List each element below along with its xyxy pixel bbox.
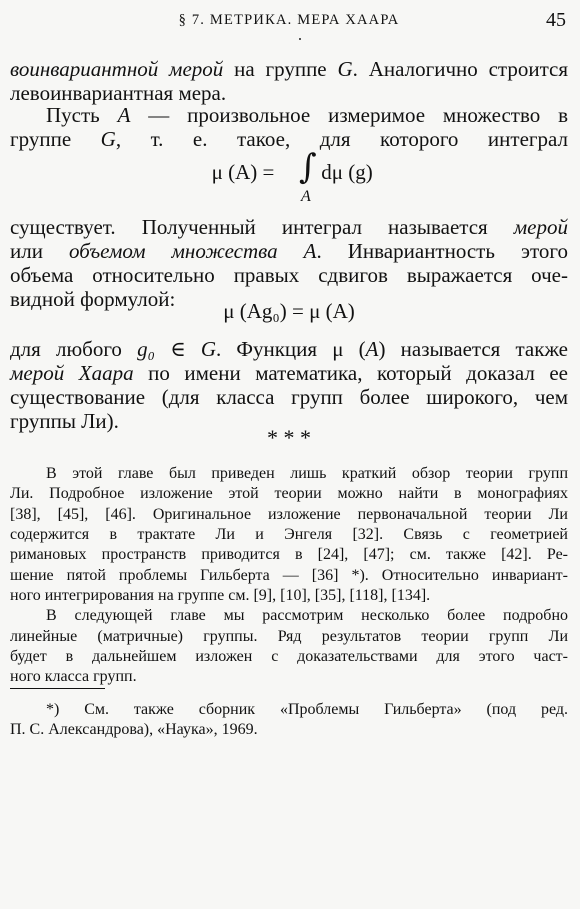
footnote-rule: [10, 688, 105, 689]
book-page: [10, 0, 568, 909]
formula-lhs: μ (A) =: [211, 160, 275, 184]
text-line: [10, 103, 568, 127]
note-line: римановых пространств приводится в [24], [47]; см. также [42]. Ре-: [10, 546, 568, 563]
text: . Аналогично строится: [352, 57, 568, 81]
math-var: A: [277, 239, 317, 263]
text-line: [10, 239, 568, 263]
italic-term: объемом множества: [69, 239, 278, 263]
text: или: [10, 239, 70, 263]
italic-term: воинвариантной мерой: [10, 57, 224, 81]
print-dot: [299, 38, 301, 40]
text: на группе: [223, 57, 338, 81]
page-header: [10, 9, 568, 33]
note-line: будет в дальнейшем изложен с доказательствами для этого част-: [10, 648, 568, 665]
text-line: [10, 127, 568, 151]
text-line: [10, 57, 568, 81]
note-line: В этой главе был приведен лишь краткий обзор теории групп: [46, 465, 568, 482]
text: — произвольное измеримое множество в: [130, 103, 568, 127]
footnote-line: П. С. Александрова), «Наука», 1969.: [10, 721, 258, 738]
text-line: [10, 361, 568, 385]
note-line: шение пятой проблемы Гильберта — [36] *). Относительно инвариант-: [10, 567, 568, 584]
running-head: § 7. МЕТРИКА. МЕРА ХААРА: [178, 12, 400, 28]
math-var: G: [337, 57, 353, 81]
text-line: группы Ли).: [10, 409, 119, 433]
text-line: видной формулой:: [10, 287, 176, 311]
formula-rhs: dμ (g): [321, 160, 373, 184]
text: . Функция μ (: [215, 337, 366, 361]
note-line: [38], [45], [46]. Оригинальное изложение первоначальной теории Ли: [10, 506, 568, 523]
integral-subscript: A: [301, 188, 311, 205]
italic-term: мерой: [513, 215, 568, 239]
text: ) называется также: [378, 337, 568, 361]
text: для любого: [10, 337, 138, 361]
note-line: ного класса групп.: [10, 668, 137, 685]
note-line: содержится в трактате Ли и Энгеля [32]. Связь с геометрией: [10, 526, 568, 543]
note-line: линейные (матричные) группы. Ряд результатов теории групп Ли: [10, 628, 568, 645]
text-line: объема относительно правых сдвигов выражается оче-: [10, 263, 568, 287]
section-stars: * * *: [267, 425, 311, 450]
math-var: A: [117, 103, 131, 127]
text: Пусть: [46, 103, 118, 127]
integral-sign: ∫: [299, 147, 317, 187]
text-line: [10, 337, 568, 361]
italic-term: мерой Хаара: [10, 361, 134, 385]
math-var: g₀: [137, 337, 155, 361]
text-line: существование (для класса групп более широкого, чем: [10, 385, 568, 409]
math-var: A: [365, 337, 379, 361]
text: существует. Полученный интеграл называется: [10, 215, 514, 239]
text-line: левоинвариантная мера.: [10, 81, 227, 105]
text-line: [10, 215, 568, 239]
note-line: ного интегрирования на группе см. [9], [10], [35], [118], [134].: [10, 587, 431, 604]
footnote-line: *) См. также сборник «Проблемы Гильберта» (под ред.: [46, 701, 568, 718]
page-number: 45: [546, 9, 566, 31]
note-line: В следующей главе мы рассмотрим несколько более подробно: [46, 607, 568, 624]
text: , т. е. такое, для которого интеграл: [115, 127, 568, 151]
text: группе: [10, 127, 101, 151]
formula-invariance: μ (Ag₀) = μ (A): [223, 299, 355, 323]
text: ∈: [154, 337, 201, 361]
text: по имени математика, который доказал ее: [133, 361, 568, 385]
text: . Инвариантность этого: [316, 239, 568, 263]
note-line: Ли. Подробное изложение этой теории можно найти в монографиях: [10, 485, 568, 502]
math-var: G: [200, 337, 216, 361]
math-var: G: [100, 127, 116, 151]
